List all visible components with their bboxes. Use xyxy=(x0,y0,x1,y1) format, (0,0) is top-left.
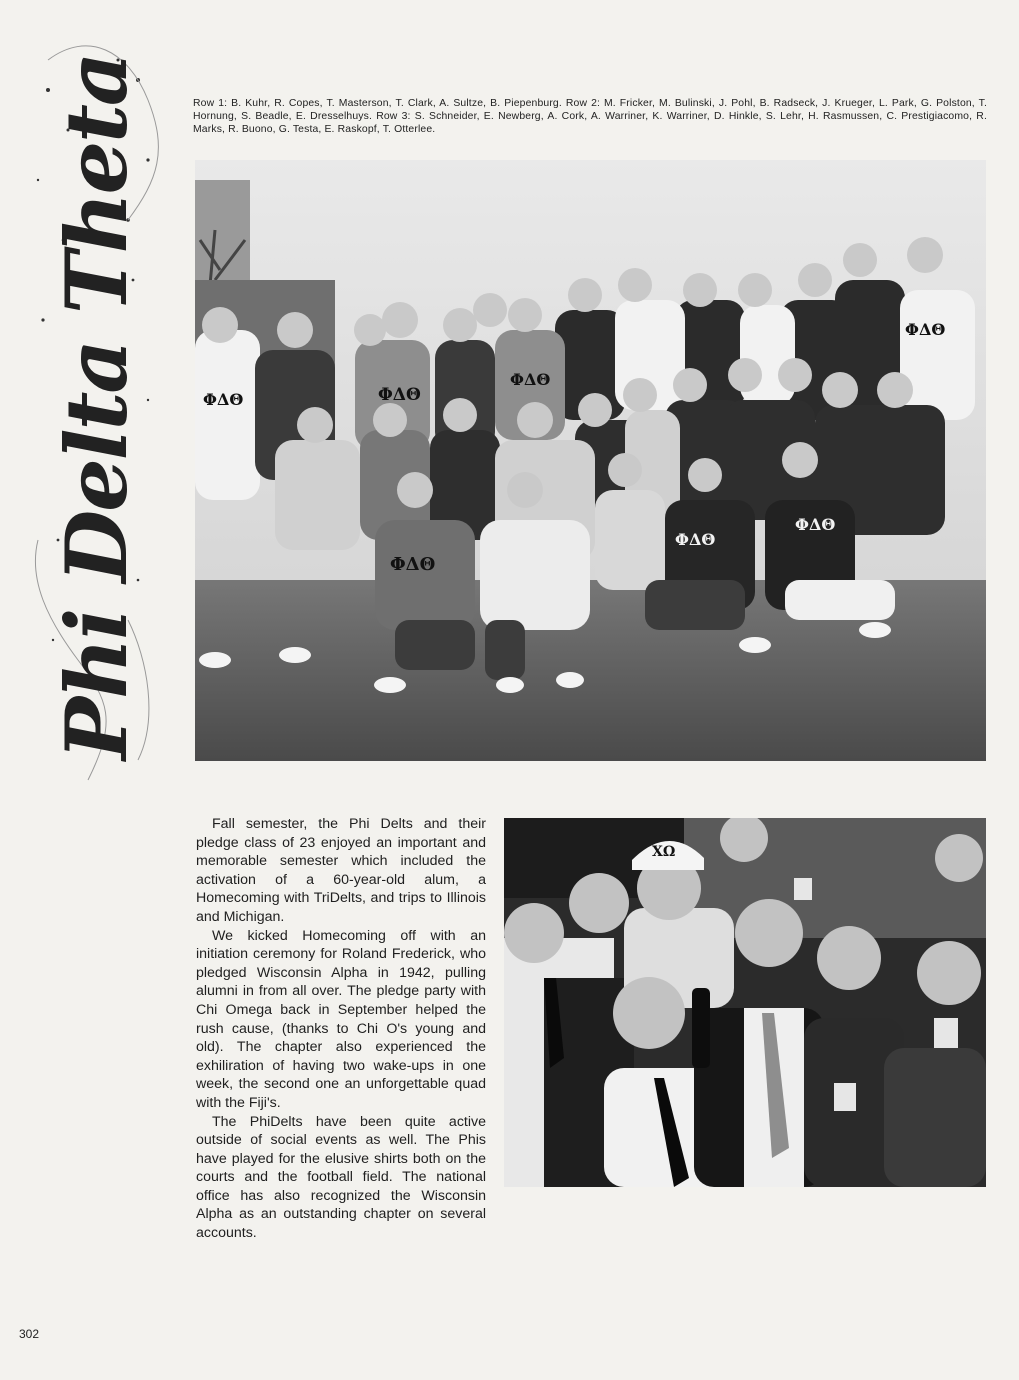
article-paragraph-1: Fall semester, the Phi Delts and their pledge class of 23 enjoyed an important and memorable semester which included the activation of a 60-year-old alum, a Homecoming with TriDelts, and trips to Illinois and Michigan. xyxy=(196,816,486,925)
article-paragraph-3: The PhiDelts have been quite active outside of social events as well. The Phis have played for the elusive shirts both on the courts and the football field. The national office has also recognized the Wisconsin Alpha as an outstanding chapter on several accounts. xyxy=(196,1113,486,1242)
cap-letters: ΧΩ xyxy=(652,844,676,860)
shirt-letters-4: ΦΔΘ xyxy=(905,320,946,339)
handwritten-title xyxy=(8,20,168,820)
article-paragraph-2: We kicked Homecoming off with an initiation ceremony for Roland Frederick, who pledged Wisconsin Alpha in 1942, pulling alumni in from all over. The pledge party with Chi Omega back in September helped the rush cause, (thanks to Chi O's young and old). The chapter also experienced the exhiliration of having two wake-ups in one week, the second one an unforgettable quad with the Fiji's. xyxy=(196,927,486,1111)
shirt-letters-5: ΦΔΘ xyxy=(390,554,436,575)
shirt-letters-7: ΦΔΘ xyxy=(795,515,836,534)
shirt-letters-1: ΦΔΘ xyxy=(203,390,244,409)
title-script-text: Phi Delta Theta xyxy=(47,53,146,760)
group-photo-caption: Row 1: B. Kuhr, R. Copes, T. Masterson, T. Clark, A. Sultze, B. Piepenburg. Row 2: M. Fricker, M. Bulinski, J. Pohl, B. Radseck, J. Krueger, L. Park, G. Polston, T. Hornung, S. Beadle, E. Dresselhuys. Row 3: S. Schneider, E. Newberg, A. Cork, A. Warriner, K. Warriner, D. Hinkle, S. Lehr, H. Rasmussen, C. Prestigiacomo, R. Marks, R. Buono, G. Testa, E. Raskopf, T. Otterlee. xyxy=(193,98,987,135)
group-photo xyxy=(195,160,986,761)
shirt-letters-2: ΦΔΘ xyxy=(378,385,421,405)
article-body xyxy=(196,815,486,1243)
page-number: 302 xyxy=(19,1327,40,1341)
party-photo xyxy=(504,818,986,1187)
shirt-letters-3: ΦΔΘ xyxy=(510,370,551,389)
shirt-letters-6: ΦΔΘ xyxy=(675,530,716,549)
